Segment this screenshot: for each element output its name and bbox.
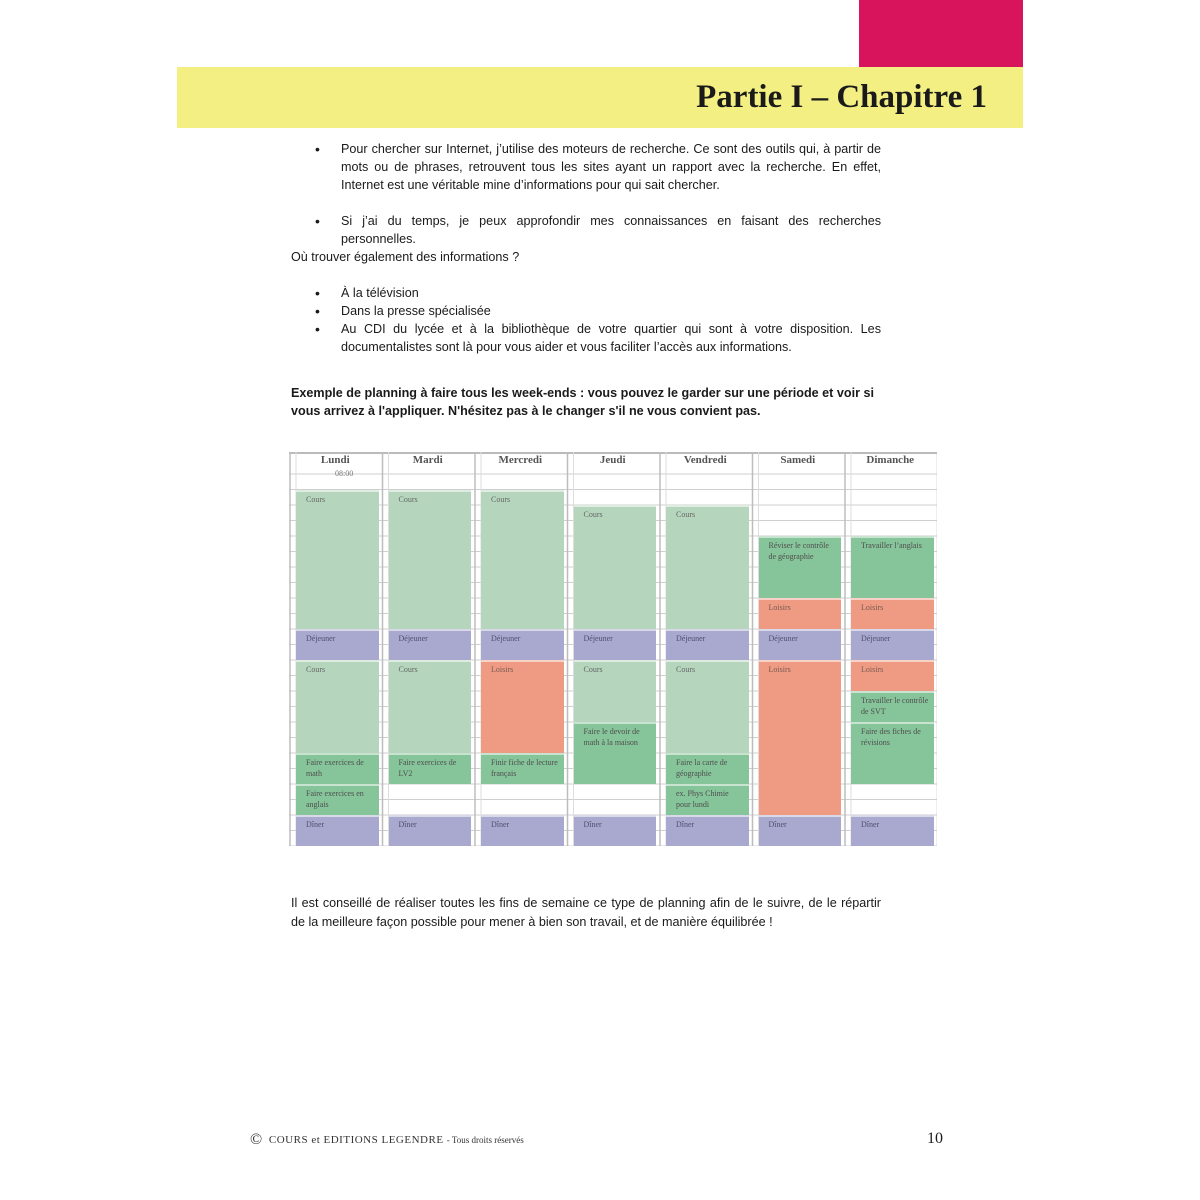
planner-event-travail: Faire des fiches de révisions [851, 722, 934, 784]
planner-event-repas: Déjeuner [296, 629, 379, 660]
planner-event-travail: Faire exercices de math [296, 753, 379, 784]
day-header-sunday: Dimanche [866, 454, 915, 466]
example-section [291, 384, 881, 420]
planner-event-travail: Finir fiche de lecture français [481, 753, 564, 784]
planner-event-travail: Faire exercices de LV2 [389, 753, 472, 784]
planner-event-repas: Déjeuner [851, 629, 934, 660]
list-item: • Pour chercher sur Internet, j’utilise des moteurs de recherche. Ce sont des outils qui, à partir de mots ou de phrases, retrouvent tous les sites ayant un rapport avec la recherche. En effet, Internet est une véritable mine d’informations pour qui sait chercher. [291, 140, 881, 194]
conclusion-section [291, 894, 881, 931]
planner-event-travail: Faire exercices en anglais [296, 784, 379, 815]
planner-event-travail: Travailler l’anglais [851, 536, 934, 598]
planner-event-repas: Dîner [296, 815, 379, 846]
page-number: 10 [927, 1130, 943, 1147]
planner-event-repas: Dîner [851, 815, 934, 846]
planner-event-travail: Réviser le contrôle de géographie [759, 536, 842, 598]
planner-event-loisirs: Loisirs [481, 660, 564, 753]
day-header-thursday: Jeudi [599, 454, 626, 466]
list-item: • Dans la presse spécialisée [291, 302, 881, 320]
planner-event-repas: Dîner [759, 815, 842, 846]
sources-section [291, 248, 881, 356]
planner-event-repas: Déjeuner [574, 629, 657, 660]
planner-event-cours: Cours [481, 490, 564, 630]
planner-event-travail: Faire le devoir de math à la maison [574, 722, 657, 784]
intro-section [291, 140, 881, 248]
planner-event-cours: Cours [574, 660, 657, 722]
chapter-title: Partie I – Chapitre 1 [696, 79, 987, 115]
start-time-label: 08:00 [335, 469, 354, 478]
planner-event-cours: Cours [666, 660, 749, 753]
day-header-wednesday: Mercredi [498, 454, 543, 466]
planner-event-repas: Dîner [389, 815, 472, 846]
planner-event-cours: Cours [296, 490, 379, 630]
planner-event-repas: Déjeuner [481, 629, 564, 660]
weekly-planner [289, 452, 937, 846]
planner-event-loisirs: Loisirs [759, 660, 842, 815]
planner-event-travail: ex. Phys Chimie pour lundi [666, 784, 749, 815]
day-header-saturday: Samedi [780, 454, 816, 466]
list-item: • Au CDI du lycée et à la bibliothèque de votre quartier qui sont à votre disposition. Les documentalistes sont là pour vous aider et vous faciliter l’accès aux informations. [291, 320, 881, 356]
copyright-symbol: © [250, 1131, 263, 1148]
planner-event-travail: Faire la carte de géographie [666, 753, 749, 784]
list-item: • Si j’ai du temps, je peux approfondir mes connaissances en faisant des recherches personnelles. [291, 212, 881, 248]
chapter-header-band [177, 67, 1023, 128]
rights-notice: - Tous droits réservés [446, 1135, 524, 1145]
intro-bullet-list [291, 140, 881, 248]
list-item: • À la télévision [291, 284, 881, 302]
planner-event-loisirs: Loisirs [851, 660, 934, 691]
planner-event-repas: Déjeuner [759, 629, 842, 660]
planner-event-repas: Dîner [574, 815, 657, 846]
day-header-friday: Vendredi [683, 454, 727, 466]
day-header-monday: Lundi [320, 454, 350, 466]
planner-event-cours: Cours [666, 505, 749, 629]
planner-event-loisirs: Loisirs [851, 598, 934, 629]
planner-event-cours: Cours [296, 660, 379, 753]
planner-event-loisirs: Loisirs [759, 598, 842, 629]
chapter-accent-block [859, 0, 1023, 68]
sources-bullet-list [291, 284, 881, 356]
planner-event-cours: Cours [389, 660, 472, 753]
planner-event-cours: Cours [389, 490, 472, 630]
day-header-tuesday: Mardi [412, 454, 443, 466]
example-heading: Exemple de planning à faire tous les week-ends : vous pouvez le garder sur une période et voir si vous arrivez à l'appliquer. N'hésitez pas à le changer s'il ne vous convient pas. [291, 386, 874, 418]
conclusion-text: Il est conseillé de réaliser toutes les fins de semaine ce type de planning afin de le suivre, de le répartir de la meilleure façon possible pour mener à bien son travail, et de manière équilibrée ! [291, 896, 881, 929]
planner-event-repas: Déjeuner [389, 629, 472, 660]
publisher-name: COURS et EDITIONS LEGENDRE [268, 1134, 444, 1146]
planner-event-repas: Dîner [481, 815, 564, 846]
planner-event-travail: Travailler le contrôle de SVT [851, 691, 934, 722]
sources-question: Où trouver également des informations ? [291, 250, 520, 264]
planner-event-cours: Cours [574, 505, 657, 629]
planner-event-repas: Dîner [666, 815, 749, 846]
planner-event-repas: Déjeuner [666, 629, 749, 660]
footer-copyright [250, 1131, 524, 1149]
